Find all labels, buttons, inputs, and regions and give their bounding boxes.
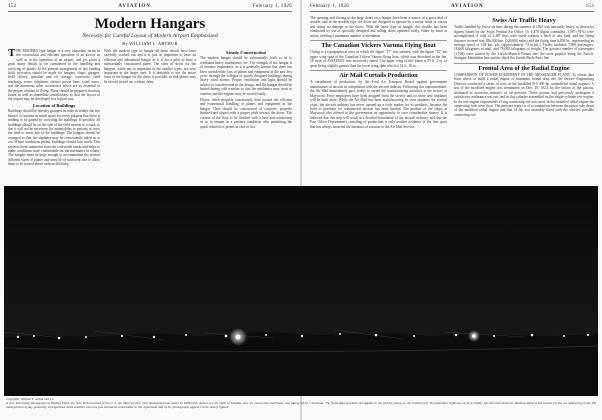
right-running-header [310,4,594,12]
section-text: Buildings should be literally grouped in order to reduce the fire hazard. It requires so much space for every purpose that there is nothing to be gained by crowding the buildings. If possible, all buildings should be on the side of the field nearest to a road, so that it will not be necessary for automobiles or persons to cross the field to reach any of the buildings. The hangars should be arranged so that the airplanes may be conveniently taken in or out. Where conditions permit, buildings should face south. This protects them somewhat from the cold north winds and helps to make conditions more comfortable for the mechanics in winter. The hangars must be large enough to accommodate the several different types of planes and must be of sufficient size to allow them to be moved about without difficulty. [8,109,100,167]
airmail-text: A curtailment of production, by the Ford Air Transport Board, against government manufacture of aircraft in competition with the aircraft industry. Following this announcement, the Air Mail immediately gave orders to curtail the manufacturing activities at the factory at Maywood. Forty employees have been dropped from the service and no more new airplanes will be built there. While the Air Mail has been manufacturing its own airplanes for several years, the aircraft industry has never opened up a wide market for its products, because the field of purchase for commercial aircraft has been limited. The product of the shops at Maywood also offered to the government an opportunity to save considerable money. It is believed that this step will result in a decided stimulation of the aircraft industry, and that the Post Office Department's curtailing of production is only another evidence of the fine spirit that has always attracted the attention of aviation to the Air Mail Service. [310,80,447,129]
swiss-text: Traffic handled by Swiss air lines during the summer of 1925 was unusually heavy, as shown by figures issued by the Swiss Federal Air Office. Of 4,378 flights scheduled, 3,987 (91%) were accomplished. A total of 2,487 trips were made without a hitch of any kind, and the flying distance covered was 836,000 km. (520,000 miles) and the flying time 6,856 hr., representing an average speed of 128 km. p.h. (approximately 74 m.p.h.). Traffic included 7,900 passengers, 18,600 kilograms of mail, and 73,000 kilograms of freight. The greatest number of passengers (1,726) were carried by the Zurich-Munich-Vienna line, the most popular being the Zurich-Stuttgart-Mannheim line and the third, the Zurich-Basle-Paris line. [454,25,594,61]
airmail-heading: Air Mail Curtails Production [339,72,418,80]
right-page-number: 153 [585,4,594,9]
right-date: February 1, 1926 [310,4,350,9]
horizon-silhouette [4,332,598,396]
divider [310,40,447,41]
vickers-heading: The Canadian Vickers Varuna Flying Boat [321,42,436,50]
section-heading: Steady Construction [225,50,267,55]
drop-cap: T [8,49,16,59]
left-date: February 1, 1926 [252,4,292,9]
swiss-heading: Swiss Air Traffic Heavy [492,17,556,24]
photo-graphic [4,186,598,396]
section-heading: Location of Buildings [32,102,76,108]
photo-credit: Copyright: William E. Arthur and Co. [6,397,55,401]
right-running-title: AVIATION [451,4,484,9]
section-text: The modern hangar should be substantially built so as to withstand heavy windstorms, etc. The strength of the hangar is of extreme importance, as it is generally known that there has been considerable loss of planes and equipment in the past few years through the collapse of poorly designed buildings during heavy wind storms. Proper ventilation and light should be subject to consideration in the design, and the hangar should be heated during cold weather so that the mechanics may work in comfort and the engines may be started easily. [200,56,292,96]
left-column-1 [8,49,100,183]
right-column-1 [310,16,447,184]
article-byline: By WILLIAM L. ARTHUR [122,41,178,46]
intro-paragraph: HE MODERN type hangar is a very important factor in the economical and efficient operation of an airway as well as in the operation of an airport, and yet given a great many details to be considered in the handling and servicing of planes. In the general arrangement of any landing field, provision should be made for hangars, shops, garages, field offices, gasoline and oil storage, reservoirs, field markings, water, telephone, electric power lines, wind cones, and the numerous other accessories which are so essential to the proper conduct of flying. Plans should be prepared showing future as well as immediate installations, so that the layout of the airport may be developed in a logical way. [8,49,100,102]
vickers-text: Owing to a typographical error in which the figure "27" was omitted, with the figure "15" the upper wing span of the Canadian Vickers Varuna flying boat, which was described in the Jan. 18 issue of AVIATION, was incorrectly stated. The upper wing of this plane is 55 ft. 2 in. in span, being slightly greater than the lower wing span which is 54 ft. 10 in. [310,50,447,68]
radial-heading: Frontal Area of the Radial Engine [478,64,570,72]
photo-caption: A very interesting photograph of Hadley Field, the New York terminal of the U. S. Air Mail Service. This photograph was taken by William E. Arthur a a the night of Tuesday, Jan. 12, just as the mail plane was taking off for Cleveland. The flood light just does not appear in the picture, being on the extreme left. The boundary lights are clearly visible. The fact that these are flashing lights is the reason for the eye appearing in the left hand portion of day generally, extinguished while another, also one just behind an automobile in the right hand half of the photograph, appears to be slowly lighted. [6,401,596,409]
left-column-2 [104,49,196,183]
section-text: With the modern type of hangar all these details have been carefully worked out and it is just as important to have an efficient and substantial hangar as it is for a pilot to have a substantially constructed plane. The sizes of doors for the hangars, while not so important in the smaller types, are very important in the larger ones. It is desirable to use the entire front of the hangar for the doors if possible, so that planes may be moved in and out without delay. [104,49,196,84]
left-running-header [8,4,292,12]
left-running-title: AVIATION [118,4,151,9]
article-title: Modern Hangars [94,16,206,32]
right-column-2 [454,16,594,184]
section-text: Floors, when properly constructed, lead toward the efficient and economical handling of planes and equipment in the hangar. They should be constructed of concrete, properly finished and sloped with a proper pitch toward the doors. The corners of the floor to be finished with a base and reinforcing so as to remain in a sanitary condition, also permitting the quick removal of planes in case of fire. [200,98,292,129]
divider [454,63,594,64]
hangar-doors-paragraph: The opening and closing of the large doors on a hangar have been a source of a great deal of trouble, and in the modern type the doors are designed to operate by a motor truck or tractor and doing no damage to the doors. With the latest type of hangar, this trouble has been eliminated by use of specially designed and rolling doors operated easily, either by hand or motor, needing a minimum number of attendants. [310,16,447,38]
left-column-3 [200,49,292,183]
left-page-number: 152 [8,4,17,9]
radial-text: COMPARISON OF POWER-EQUIPMENT IN THE MESSENGER PLANE. To obtain data from which to build a radial engine of minimum frontal area, the Air Service Engineering Division conducted a series of tests on the modified B-5 400 hp. unmodified radial engines. A test of the modified engine was terminated on Dec. 29, 1924, by the failure of the pistons, attributed to excessive intensity of oil pressure. These pistons had previously undergone a satisfactory endurance test run, and in this cylinder assembled on the single-cylinder test-engine. In the test-engine experiments a long connecting rod was used; in the modified radial engine the connecting rods were short. The pressure report is of a comparison between the piston side thrust of the modified radial engine and that of the test assembly fitted with the shortest possible connecting rod. [454,73,594,117]
divider [310,70,447,71]
article-subtitle: Necessity for Careful Layout of Modern Airport Emphasized [82,33,218,39]
night-airfield-photo [4,186,598,396]
